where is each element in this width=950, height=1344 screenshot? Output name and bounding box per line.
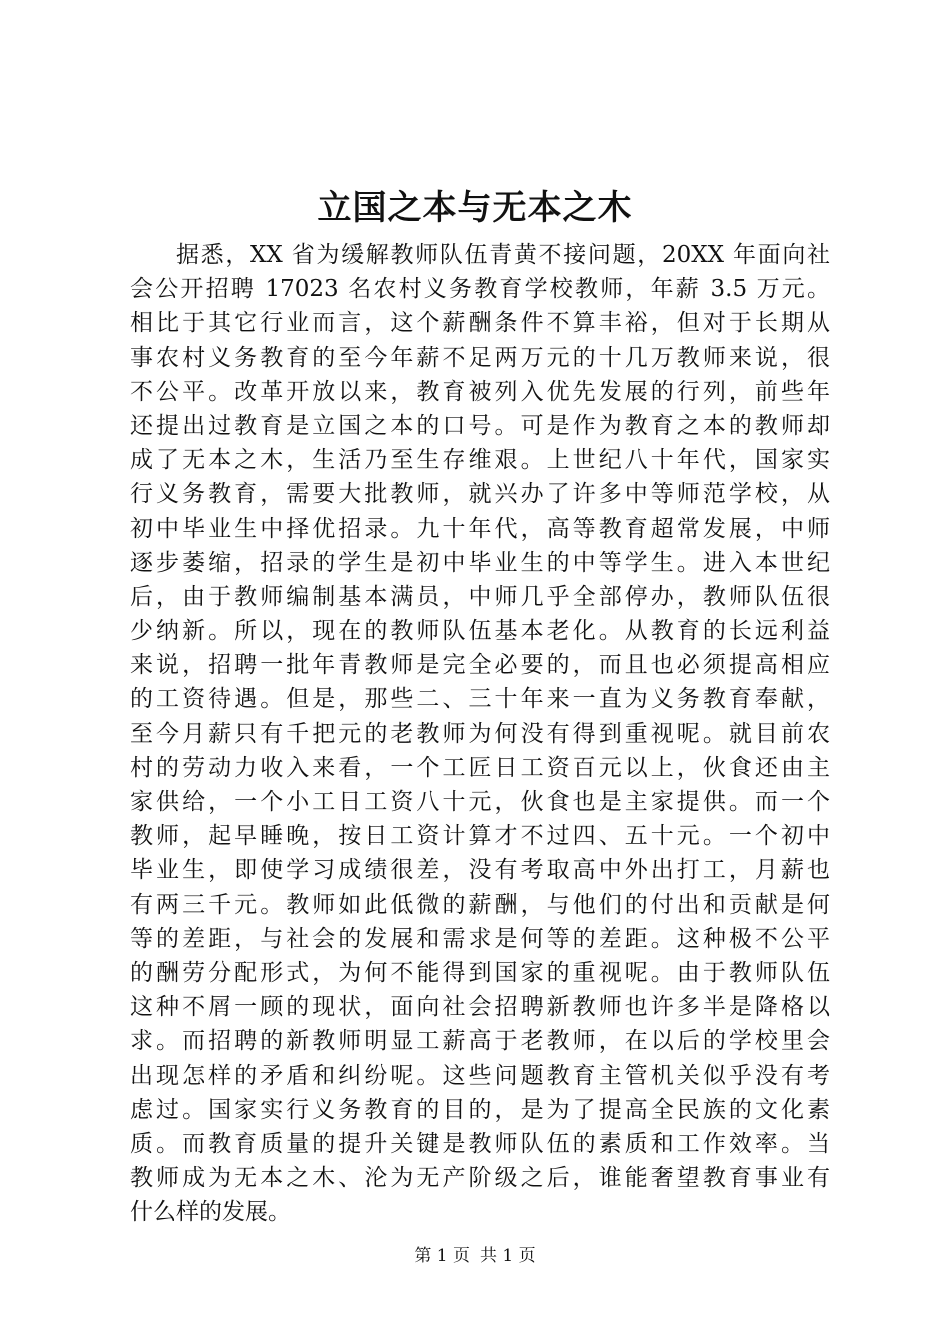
paragraph-line: 出现怎样的矛盾和纠纷呢。这些问题教育主管机关似乎没有考 — [130, 1062, 830, 1089]
paragraph-line: 成了无本之木，生活乃至生存维艰。上世纪八十年代，国家实 — [130, 447, 830, 474]
paragraph-line: 相比于其它行业而言，这个薪酬条件不算丰裕，但对于长期从 — [130, 310, 830, 337]
paragraph-line: 有两三千元。教师如此低微的薪酬，与他们的付出和贡献是何 — [130, 891, 830, 918]
paragraph-line: 这种不屑一顾的现状，面向社会招聘新教师也许多半是降格以 — [130, 994, 830, 1021]
paragraph-line: 教师，起早睡晚，按日工资计算才不过四、五十元。一个初中 — [130, 823, 830, 850]
document-title: 立国之本与无本之木 — [317, 188, 633, 228]
paragraph-line: 少纳新。所以，现在的教师队伍基本老化。从教育的长远利益 — [130, 618, 830, 645]
paragraph-line: 教师成为无本之木、沦为无产阶级之后，谁能奢望教育事业有 — [130, 1165, 830, 1192]
paragraph-line: 不公平。改革开放以来，教育被列入优先发展的行列，前些年 — [130, 378, 830, 405]
paragraph-line: 村的劳动力收入来看，一个工匠日工资百元以上，伙食还由主 — [130, 754, 830, 781]
paragraph-line: 据悉，XX 省为缓解教师队伍青黄不接问题，20XX 年面向社 — [176, 242, 830, 268]
paragraph-line: 的工资待遇。但是，那些二、三十年来一直为义务教育奉献， — [130, 686, 830, 713]
page-footer — [0, 1244, 950, 1268]
paragraph-line: 家供给，一个小工日工资八十元，伙食也是主家提供。而一个 — [130, 789, 830, 815]
paragraph-line: 毕业生，即使学习成绩很差，没有考取高中外出打工，月薪也 — [130, 857, 830, 884]
paragraph-line: 什么样的发展。 — [130, 1199, 291, 1226]
paragraph-line: 质。而教育质量的提升关键是教师队伍的素质和工作效率。当 — [130, 1130, 830, 1157]
paragraph-line: 来说，招聘一批年青教师是完全必要的，而且也必须提高相应 — [130, 652, 830, 679]
paragraph-line: 还提出过教育是立国之本的口号。可是作为教育之本的教师却 — [130, 412, 830, 439]
page-number: 第 1 页 — [414, 1246, 470, 1266]
page-total: 共 1 页 — [480, 1246, 536, 1266]
paragraph-line: 初中毕业生中择优招录。九十年代，高等教育超常发展，中师 — [130, 515, 830, 542]
paragraph-line: 逐步萎缩，招录的学生是初中毕业生的中等学生。进入本世纪 — [130, 549, 830, 576]
paragraph-line: 会公开招聘 17023 名农村义务教育学校教师，年薪 3.5 万元。 — [130, 276, 830, 303]
paragraph-line: 求。而招聘的新教师明显工薪高于老教师，在以后的学校里会 — [130, 1028, 830, 1055]
paragraph-line: 事农村义务教育的至今年薪不足两万元的十几万教师来说，很 — [130, 344, 830, 371]
paragraph-line: 等的差距，与社会的发展和需求是何等的差距。这种极不公平 — [130, 925, 830, 952]
paragraph-line: 虑过。国家实行义务教育的目的，是为了提高全民族的文化素 — [130, 1096, 830, 1123]
paragraph-line: 行义务教育，需要大批教师，就兴办了许多中等师范学校，从 — [130, 481, 830, 508]
paragraph-line: 至今月薪只有千把元的老教师为何没有得到重视呢。就目前农 — [130, 720, 830, 747]
paragraph-line: 的酬劳分配形式，为何不能得到国家的重视呢。由于教师队伍 — [130, 959, 830, 986]
paragraph-line: 后，由于教师编制基本满员，中师几乎全部停办，教师队伍很 — [130, 583, 830, 610]
article-paragraph — [130, 238, 830, 1229]
